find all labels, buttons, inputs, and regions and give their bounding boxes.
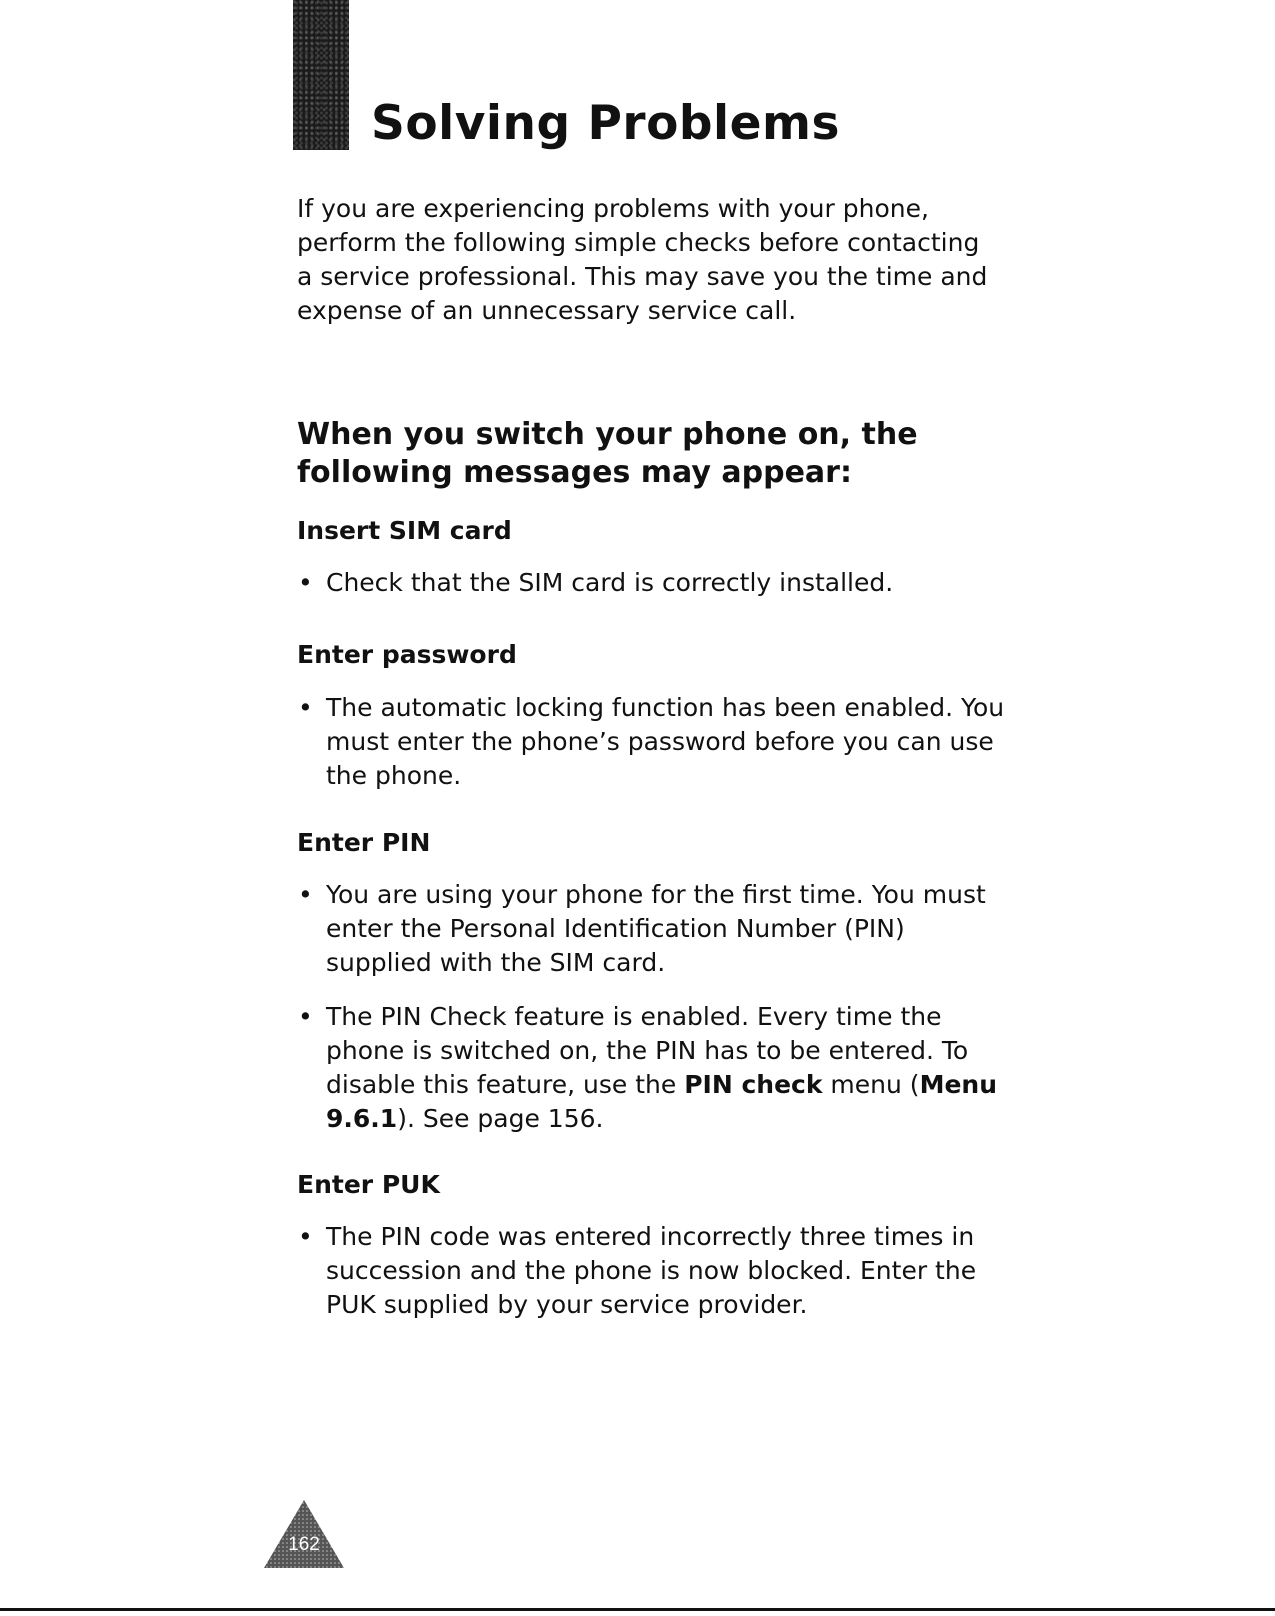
bullet-icon: •: [298, 568, 313, 597]
bullet-text-part: ). See page 156.: [397, 1104, 604, 1133]
intro-paragraph: If you are experiencing problems with your phone, perform the following simple checks before contacting a service professional. This may save you the time and expense of an unnecessary service call.: [297, 194, 988, 325]
bullet-item: [298, 566, 1006, 600]
subheading-enter-puk: Enter PUK: [297, 1170, 440, 1199]
bullet-text: [326, 1002, 997, 1133]
bullet-text: You are using your phone for the first time. You must enter the Personal Identification Number (PIN) supplied with the SIM card.: [326, 880, 986, 977]
menu-number: Menu 9.6.1: [326, 1070, 997, 1133]
bullet-text: The automatic locking function has been enabled. You must enter the phone’s password before you can use the phone.: [326, 693, 1005, 790]
subheading-insert-sim: Insert SIM card: [297, 516, 512, 545]
subheading-enter-password: Enter password: [297, 640, 517, 669]
bullet-text-part: menu (: [822, 1070, 920, 1099]
section-heading: When you switch your phone on, the following messages may appear:: [297, 417, 918, 490]
bullet-text: The PIN code was entered incorrectly three times in succession and the phone is now blocked. Enter the PUK supplied by your service provider.: [326, 1222, 977, 1319]
bullet-text: Check that the SIM card is correctly installed.: [326, 568, 894, 597]
page-number-badge: [262, 1498, 346, 1570]
bullet-item: [298, 691, 1006, 793]
bullet-text-part: The PIN Check feature is enabled. Every time the phone is switched on, the PIN has to be entered. To disable this feature, use the: [326, 1002, 969, 1099]
page-number: 162: [288, 1534, 320, 1555]
subheading-enter-pin: Enter PIN: [297, 828, 431, 857]
title-decorative-bar: [293, 0, 349, 150]
bottom-divider: [0, 1608, 1275, 1611]
page-title: Solving Problems: [371, 96, 840, 151]
bullet-icon: •: [298, 1002, 313, 1031]
bullet-icon: •: [298, 693, 313, 722]
bullet-item: [298, 1220, 1006, 1322]
bullet-icon: •: [298, 1222, 313, 1251]
bullet-icon: •: [298, 880, 313, 909]
bullet-item: [298, 878, 1006, 980]
bullet-item: [298, 1000, 1006, 1136]
menu-name-pin-check: PIN check: [684, 1070, 823, 1099]
